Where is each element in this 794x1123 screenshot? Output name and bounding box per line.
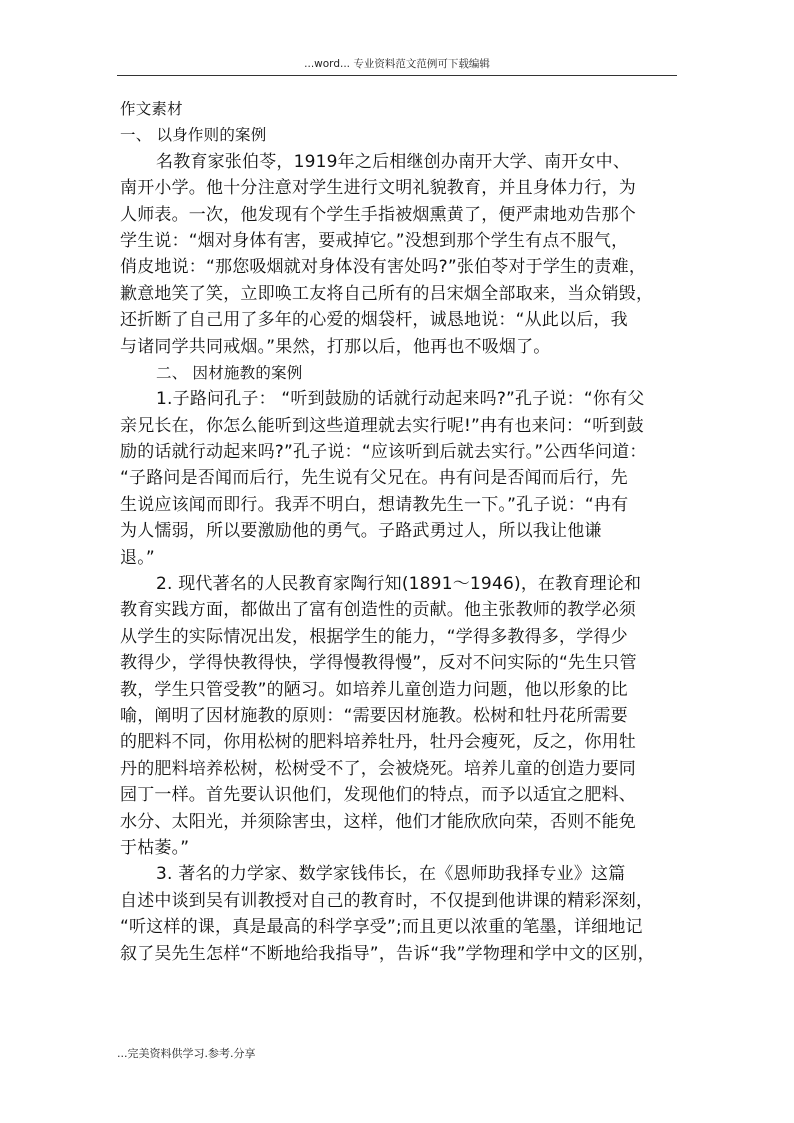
section-heading-2: 二、 因材施教的案例: [156, 363, 303, 382]
case-1-paragraph: [120, 386, 680, 571]
paragraph-line: 丹的肥料培养松树，松树受不了，会被烧死。培养儿童的创造力要同: [120, 758, 636, 779]
paragraph-line: 俏皮地说：“那您吸烟就对身体没有害处吗?”张伯苓对于学生的责难，: [120, 257, 647, 278]
paragraph-line: 2. 现代著名的人民教育家陶行知(1891～1946)，在教育理论和: [156, 574, 642, 595]
paragraph-line: 名教育家张伯苓，1919年之后相继创办南开大学、南开女中、: [156, 151, 631, 172]
paragraph-line: 励的话就行动起来吗?”孔子说：“应该听到后就去实行。”公西华问道：: [120, 442, 647, 463]
paragraph-line: 为人懦弱，所以要激励他的勇气。子路武勇过人，所以我让他谦: [120, 521, 602, 542]
paragraph-line: 于枯萎。”: [120, 837, 190, 858]
document-title: 作文素材: [120, 100, 183, 118]
paragraph-line: 教，学生只管受教”的陋习。如培养儿童创造力问题，他以形象的比: [120, 679, 628, 700]
paragraph-line: 教育实践方面，都做出了富有创造性的贡献。他主张教师的教学必须: [120, 600, 636, 621]
paragraph-line: “听这样的课，真是最高的科学享受”;而且更以浓重的笔墨，详细地记: [120, 917, 643, 938]
paragraph-line: 生说应该闻而即行。我弄不明白，想请教先生一下。”孔子说：“冉有: [120, 494, 629, 515]
paragraph-line: 还折断了自己用了多年的心爱的烟袋杆，诚恳地说：“从此以后，我: [120, 310, 628, 331]
paragraph-line: 学生说：“烟对身体有害，要戒掉它。”没想到那个学生有点不服气，: [120, 230, 629, 251]
paragraph-line: 水分、太阳光，并须除害虫，这样，他们才能欣欣向荣，否则不能免: [120, 811, 636, 832]
section-1-paragraph: [120, 149, 680, 360]
paragraph-line: 的肥料不同，你用松树的肥料培养牡丹，牡丹会瘦死，反之，你用牡: [120, 732, 636, 753]
page-header: ...word... 专业资料范文范例可下载编辑: [304, 58, 490, 70]
paragraph-line: 教得少，学得快教得快，学得慢教得慢”，反对不问实际的“先生只管: [120, 653, 637, 674]
paragraph-line: 歉意地笑了笑，立即唤工友将自己所有的吕宋烟全部取来，当众销毁，: [120, 283, 654, 304]
case-3-paragraph: [120, 861, 680, 967]
paragraph-line: 亲兄长在，你怎么能听到这些道理就去实行呢!”冉有也来问：“听到鼓: [120, 415, 644, 436]
paragraph-line: 园丁一样。首先要认识他们，发现他们的特点，而予以适宜之肥料、: [120, 785, 636, 806]
paragraph-line: 自述中谈到吴有训教授对自己的教育时，不仅提到他讲课的精彩深刻，: [120, 890, 654, 911]
paragraph-line: 喻，阐明了因材施教的原则：“需要因材施教。松树和牡丹花所需要: [120, 705, 628, 726]
paragraph-line: 南开小学。他十分注意对学生进行文明礼貌教育，并且身体力行，为: [120, 178, 636, 199]
header-rule: [117, 75, 677, 76]
paragraph-line: “子路问是否闻而后行，先生说有父兄在。冉有问是否闻而后行，先: [120, 468, 628, 489]
page-footer: ...完美资料供学习.参考.分享: [117, 1047, 256, 1060]
paragraph-line: 退。”: [120, 547, 155, 568]
paragraph-line: 叙了吴先生怎样“不断地给我指导”，告诉“我”学物理和学中文的区别，: [120, 943, 655, 964]
document-body: [120, 96, 680, 967]
section-heading-1: 一、 以身作则的案例: [120, 126, 267, 145]
paragraph-line: 3. 著名的力学家、数学家钱伟长，在《恩师助我择专业》这篇: [156, 864, 626, 885]
paragraph-line: 与诸同学共同戒烟。”果然，打那以后，他再也不吸烟了。: [120, 336, 551, 357]
paragraph-line: 人师表。一次，他发现有个学生手指被烟熏黄了，便严肃地劝告那个: [120, 204, 636, 225]
paragraph-line: 1.子路问孔子： “听到鼓励的话就行动起来吗?”孔子说：“你有父: [156, 389, 645, 410]
paragraph-line: 从学生的实际情况出发，根据学生的能力，“学得多教得多，学得少: [120, 626, 628, 647]
case-2-paragraph: [120, 571, 680, 861]
